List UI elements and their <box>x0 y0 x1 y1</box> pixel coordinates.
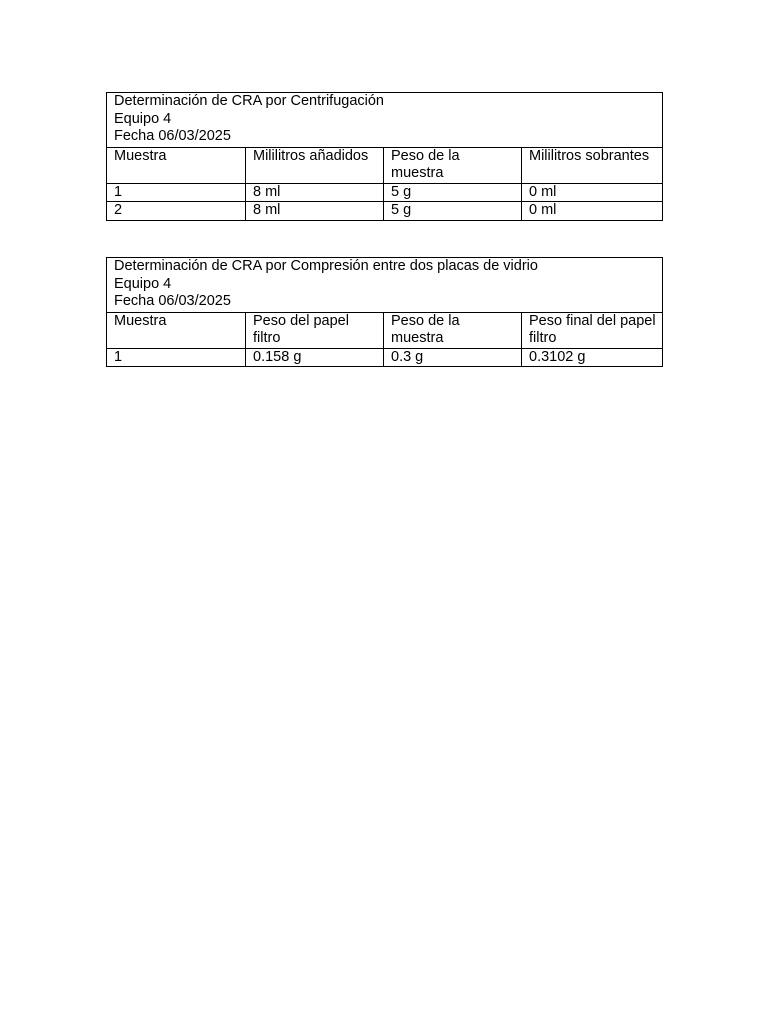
table-cell: 1 <box>107 183 246 202</box>
column-header: Peso del papel filtro <box>246 312 384 348</box>
table-cell: 8 ml <box>246 202 384 221</box>
table-cell: 0.3 g <box>384 348 522 367</box>
compression-table <box>106 257 663 367</box>
table-caption <box>107 258 663 313</box>
table-row <box>107 202 663 221</box>
table-cell: 0.158 g <box>246 348 384 367</box>
table-cell: 5 g <box>384 183 522 202</box>
table-caption-row <box>107 93 663 148</box>
team-label: Equipo 4 <box>114 110 172 127</box>
table-cell: 1 <box>107 348 246 367</box>
team-label: Equipo 4 <box>114 275 172 292</box>
column-header: Peso de la muestra <box>384 312 522 348</box>
table-caption <box>107 93 663 148</box>
table-cell: 5 g <box>384 202 522 221</box>
table-cell: 8 ml <box>246 183 384 202</box>
date-label: Fecha 06/03/2025 <box>114 128 231 144</box>
table-cell: 0 ml <box>522 183 663 202</box>
centrifugation-table <box>106 92 663 221</box>
column-header: Muestra <box>107 147 246 183</box>
column-header: Muestra <box>107 312 246 348</box>
table-row <box>107 183 663 202</box>
table-cell: 0.3102 g <box>522 348 663 367</box>
date-label: Fecha 06/03/2025 <box>114 293 231 309</box>
table-title: Determinación de CRA por Compresión entre dos placas de vidrio <box>114 258 538 274</box>
column-header: Mililitros sobrantes <box>522 147 663 183</box>
table-row <box>107 348 663 367</box>
column-header: Mililitros añadidos <box>246 147 384 183</box>
table-cell: 0 ml <box>522 202 663 221</box>
table-title: Determinación de CRA por Centrifugación <box>114 93 384 109</box>
table-caption-row <box>107 258 663 313</box>
column-header: Peso final del papel filtro <box>522 312 663 348</box>
column-header: Peso de la muestra <box>384 147 522 183</box>
table-header-row <box>107 147 663 183</box>
table-header-row <box>107 312 663 348</box>
table-cell: 2 <box>107 202 246 221</box>
